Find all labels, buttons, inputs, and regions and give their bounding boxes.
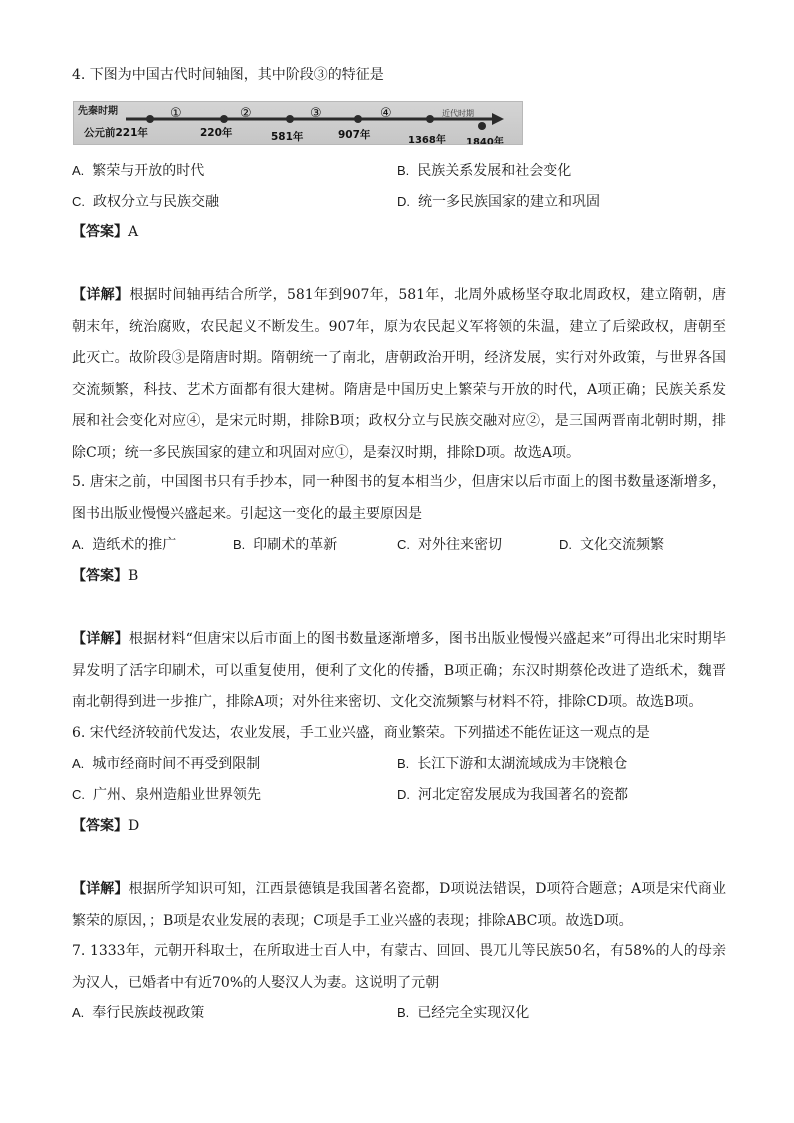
timeline-stage-3: ③	[310, 106, 322, 121]
q7-option-a[interactable]: A. 奉行民族歧视政策	[72, 1005, 205, 1021]
q6-option-c[interactable]: C. 广州、泉州造船业世界领先	[72, 787, 261, 803]
q4-option-b[interactable]: B. 民族关系发展和社会变化	[397, 163, 572, 179]
timeline-year-4: 907年	[338, 129, 371, 141]
q6-detail-text: 根据所学知识可知，江西景德镇是我国著名瓷都，D项说法错误，D项符合题意；A项是宋代商业繁荣的原因，；B项是农业发展的表现；C项是手工业兴盛的表现；排除ABC项。故选D项。	[72, 881, 726, 929]
q4-option-c[interactable]: C. 政权分立与民族交融	[72, 194, 219, 210]
q6-option-a[interactable]: A. 城市经商时间不再受到限制	[72, 756, 261, 772]
q6-answer-value: D	[128, 818, 140, 834]
q6-option-d[interactable]: D. 河北定窑发展成为我国著名的瓷都	[397, 787, 628, 803]
q4-option-a[interactable]: A. 繁荣与开放的时代	[72, 163, 205, 179]
question-4-stem: 4. 下图为中国古代时间轴图，其中阶段③的特征是	[72, 67, 384, 83]
timeline-end-label: 近代时期	[442, 109, 474, 118]
q6-detail: 【详解】根据所学知识可知，江西景德镇是我国著名瓷都，D项说法错误，D项符合题意；A项是宋代商业繁荣的原因，；B项是农业发展的表现；C项是手工业兴盛的表现；排除ABC项。故选D项。	[72, 881, 726, 929]
q5-option-b[interactable]: B. 印刷术的革新	[233, 537, 338, 553]
timeline-year-5: 1368年	[408, 135, 446, 146]
q5-option-a-text: 造纸术的推广	[92, 537, 177, 553]
q5-option-a[interactable]: A. 造纸术的推广	[72, 537, 177, 553]
q7-option-b-text: 已经完全实现汉化	[417, 1005, 530, 1021]
q6-answer: 【答案】D	[72, 818, 140, 834]
q4-option-d[interactable]: D. 统一多民族国家的建立和巩固	[397, 194, 600, 210]
timeline-tick-6	[478, 122, 486, 130]
question-6-stem: 6. 宋代经济较前代发达，农业发展，手工业兴盛，商业繁荣。下列描述不能佐证这一观点的是	[72, 725, 650, 741]
q5-option-c[interactable]: C. 对外往来密切	[397, 537, 502, 553]
timeline-stage-2: ②	[240, 106, 252, 121]
q5-answer: 【答案】B	[72, 568, 139, 584]
timeline-year-3: 581年	[271, 131, 304, 143]
q5-option-c-text: 对外往来密切	[418, 537, 502, 553]
q4-detail: 【详解】根据时间轴再结合所学，581年到907年，581年，北周外戚杨坚夺取北周政权，建立隋朝，唐朝末年，统治腐败，农民起义不断发生。907年，原为农民起义军将领的朱温，建立了后梁政权，唐朝至此灭亡。故阶段③是隋唐时期。隋朝统一了南北，唐朝政治开明，经济发展，实行对外政策，与世界各国交流频繁，科技、艺术方面都有很大建树。隋唐是中国历史上繁荣与开放的时代，A项正确；民族关系发展和社会变化对应④，是宋元时期，排除B项；政权分立与民族交融对应②，是三国两晋南北朝时期，排除C项；统一多民族国家的建立和巩固对应①，是秦汉时期，排除D项。故选A项。	[72, 287, 727, 461]
q4-option-b-text: 民族关系发展和社会变化	[417, 163, 572, 179]
q4-option-c-text: 政权分立与民族交融	[93, 194, 219, 210]
timeline-figure	[73, 101, 523, 145]
timeline-tick-4	[354, 115, 362, 123]
q6-option-d-text: 河北定窑发展成为我国著名的瓷都	[418, 787, 628, 803]
q6-option-b-text: 长江下游和太湖流域成为丰饶粮仓	[417, 756, 628, 772]
timeline-tick-5	[426, 115, 434, 123]
q4-answer-value: A	[128, 224, 139, 240]
q5-option-b-text: 印刷术的革新	[253, 537, 338, 553]
timeline-svg	[74, 102, 523, 145]
q7-option-a-text: 奉行民族歧视政策	[92, 1005, 205, 1021]
timeline-arrow-head	[492, 113, 504, 125]
q6-option-b[interactable]: B. 长江下游和太湖流域成为丰饶粮仓	[397, 756, 628, 772]
question-7-stem: 7. 1333年，元朝开科取士，在所取进士百人中，有蒙古、回回、畏兀儿等民族50名，有58%的人的母亲为汉人，已婚者中有近70%的人娶汉人为妻。这说明了元朝	[72, 943, 726, 991]
timeline-year-1: 公元前221年	[84, 127, 148, 139]
timeline-tick-3	[286, 115, 294, 123]
q7-option-b[interactable]: B. 已经完全实现汉化	[397, 1005, 530, 1021]
q4-option-a-text: 繁荣与开放的时代	[92, 163, 205, 179]
timeline-start-label: 先秦时期	[78, 106, 118, 117]
q5-detail: 【详解】根据材料“但唐宋以后市面上的图书数量逐渐增多，图书出版业慢慢兴盛起来”可得出北宋时期毕昇发明了活字印刷术，可以重复使用，便利了文化的传播，B项正确；东汉时期蔡伦改进了造纸术，魏晋南北朝得到进一步推广，排除A项；对外往来密切、文化交流频繁与材料不符，排除CD项。故选B项。	[72, 631, 727, 710]
timeline-tick-1	[146, 115, 154, 123]
q4-option-d-text: 统一多民族国家的建立和巩固	[418, 194, 600, 210]
q5-detail-text: 根据材料“但唐宋以后市面上的图书数量逐渐增多，图书出版业慢慢兴盛起来”可得出北宋时期毕昇发明了活字印刷术，可以重复使用，便利了文化的传播，B项正确；东汉时期蔡伦改进了造纸术，魏晋南北朝得到进一步推广，排除A项；对外往来密切、文化交流频繁与材料不符，排除CD项。故选B项。	[72, 631, 727, 710]
q5-answer-value: B	[128, 568, 139, 584]
timeline-stage-4: ④	[380, 106, 392, 121]
question-5-stem: 5. 唐宋之前，中国图书只有手抄本，同一种图书的复本相当少，但唐宋以后市面上的图书数量逐渐增多，图书出版业慢慢兴盛起来。引起这一变化的最主要原因是	[72, 474, 726, 522]
timeline-stage-1: ①	[170, 106, 182, 121]
q4-detail-text: 根据时间轴再结合所学，581年到907年，581年，北周外戚杨坚夺取北周政权，建立隋朝，唐朝末年，统治腐败，农民起义不断发生。907年，原为农民起义军将领的朱温，建立了后梁政权，唐朝至此灭亡。故阶段③是隋唐时期。隋朝统一了南北，唐朝政治开明，经济发展，实行对外政策，与世界各国交流频繁，科技、艺术方面都有很大建树。隋唐是中国历史上繁荣与开放的时代，A项正确；民族关系发展和社会变化对应④，是宋元时期，排除B项；政权分立与民族交融对应②，是三国两晋南北朝时期，排除C项；统一多民族国家的建立和巩固对应①，是秦汉时期，排除D项。故选A项。	[72, 287, 727, 461]
q5-option-d[interactable]: D. 文化交流频繁	[559, 537, 664, 553]
q5-option-d-text: 文化交流频繁	[580, 537, 664, 553]
timeline-tick-2	[220, 115, 228, 123]
q4-answer: 【答案】A	[72, 224, 139, 240]
timeline-year-2: 220年	[200, 127, 233, 139]
timeline-year-6: 1840年	[466, 137, 504, 146]
q6-option-c-text: 广州、泉州造船业世界领先	[93, 787, 261, 803]
q6-option-a-text: 城市经商时间不再受到限制	[92, 756, 261, 772]
